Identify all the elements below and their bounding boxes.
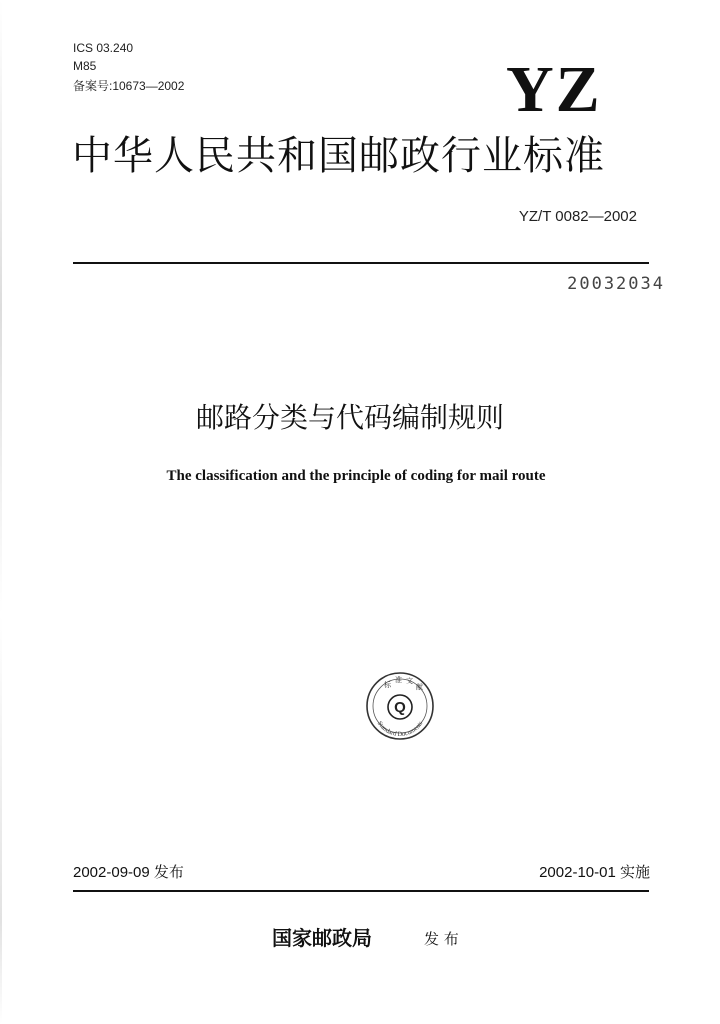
ics-code: ICS 03.240: [73, 41, 134, 55]
seal-bottom-text: Standard Documents: [375, 720, 425, 739]
seal-center-letter: Q: [394, 699, 406, 716]
seal-char-2: 准: [395, 676, 402, 684]
standard-number: YZ/T 0082—2002: [518, 208, 637, 225]
seal-char-3: 文: [406, 677, 413, 685]
document-title-chinese: 邮路分类与代码编制规则: [195, 401, 504, 434]
issue-date: 2002-09-09 发布: [73, 864, 184, 881]
yz-logo: YZ: [506, 53, 602, 126]
stamped-serial-number: 20032034: [567, 274, 665, 294]
effective-date: 2002-10-01 实施: [539, 864, 650, 881]
publisher-name: 国家邮政局: [272, 926, 372, 950]
seal-char-1: 标: [384, 681, 391, 689]
bottom-divider: [73, 890, 649, 892]
publisher-verb: 发 布: [424, 930, 459, 948]
document-title-english: The classification and the principle of coding for mail route: [166, 468, 546, 484]
top-divider: [73, 262, 649, 264]
standard-documents-seal: [364, 670, 436, 742]
seal-char-4: 献: [416, 683, 423, 691]
standard-category-title: 中华人民共和国邮政行业标准: [72, 133, 605, 179]
classification-code: M85: [73, 59, 97, 73]
scan-edge-shadow: [0, 0, 2, 1024]
record-number: 备案号:10673—2002: [73, 79, 185, 93]
seal-icon: [364, 670, 436, 742]
